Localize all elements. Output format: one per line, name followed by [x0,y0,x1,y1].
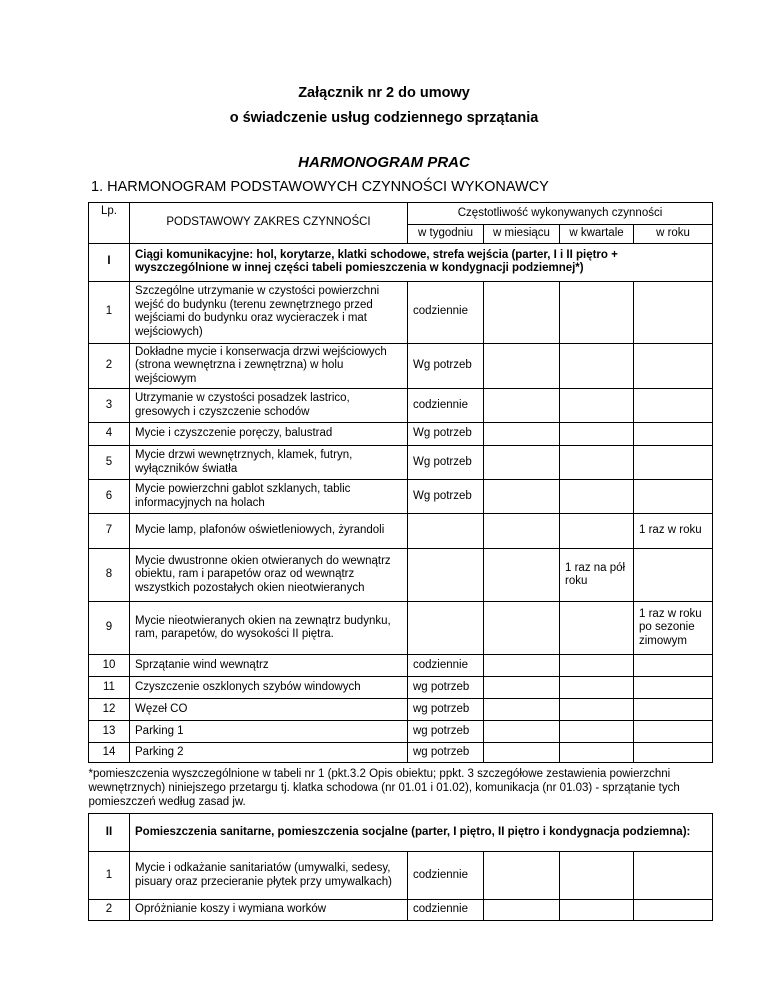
document-contract-title: o świadczenie usług codziennego sprzątania [229,110,539,126]
frequency-year [634,655,713,677]
frequency-week: Wg potrzeb [408,423,484,446]
table-row [89,446,713,480]
frequency-year: 1 raz w roku po sezonie zimowym [634,602,713,655]
frequency-year [634,423,713,446]
table-row [89,281,713,343]
header-scope: PODSTAWOWY ZAKRES CZYNNOŚCI [130,203,408,244]
frequency-week: codziennie [408,655,484,677]
row-number: 9 [89,602,130,655]
row-number: 14 [89,743,130,763]
row-number: 5 [89,446,130,480]
frequency-year [634,677,713,699]
frequency-quarter [560,423,634,446]
header-lp: Lp. [89,203,130,244]
task-description: Mycie i czyszczenie poręczy, balustrad [130,423,408,446]
row-number: 10 [89,655,130,677]
header-quarter: w kwartale [560,225,634,244]
frequency-month [484,480,560,514]
table-row [89,677,713,699]
frequency-week: wg potrzeb [408,677,484,699]
row-number: 1 [89,852,130,900]
frequency-year [634,699,713,721]
group-number: I [89,243,130,281]
task-description: Dokładne mycie i konserwacja drzwi wejściowych (strona wewnętrzna i zewnętrzna) w holu wejściowym [130,343,408,389]
task-description: Parking 1 [130,721,408,743]
frequency-year [634,480,713,514]
table-row [89,852,713,900]
table-row [89,602,713,655]
frequency-month [484,514,560,549]
task-description: Węzeł CO [130,699,408,721]
table-row [89,743,713,763]
frequency-year [634,900,713,921]
frequency-month [484,699,560,721]
frequency-month [484,423,560,446]
frequency-quarter [560,602,634,655]
work-schedule-table [88,202,713,921]
task-description: Parking 2 [130,743,408,763]
table-row [89,423,713,446]
header-month: w miesiącu [484,225,560,244]
header-year: w roku [634,225,713,244]
table-row [89,480,713,514]
row-number: 12 [89,699,130,721]
frequency-quarter [560,743,634,763]
frequency-quarter [560,852,634,900]
frequency-month [484,343,560,389]
table-row [89,343,713,389]
frequency-quarter [560,677,634,699]
row-number: 1 [89,281,130,343]
frequency-month [484,900,560,921]
frequency-month [484,549,560,602]
frequency-month [484,446,560,480]
row-number: 2 [89,343,130,389]
row-number: 7 [89,514,130,549]
frequency-year [634,446,713,480]
frequency-quarter [560,446,634,480]
frequency-week: wg potrzeb [408,721,484,743]
row-number: 11 [89,677,130,699]
document-annex-title: Załącznik nr 2 do umowy [298,85,470,101]
frequency-year [634,549,713,602]
frequency-month [484,721,560,743]
task-description: Mycie nieotwieranych okien na zewnątrz budynku, ram, parapetów, do wysokości II piętra. [130,602,408,655]
frequency-week: Wg potrzeb [408,343,484,389]
schedule-title: HARMONOGRAM PRAC [298,154,470,171]
footnote: *pomieszczenia wyszczególnione w tabeli nr 1 (pkt.3.2 Opis obiektu; ppkt. 3 szczegółowe zestawienia powierzchni wewnętrznych) niniejszego przetargu tj. klatka schodowa (nr 01.01 i 01.02), komunikacja (nr 01.03) - sprzątanie tych pomieszczeń według zasad jw. [88,768,680,808]
table-row [89,699,713,721]
frequency-week: codziennie [408,389,484,423]
frequency-quarter [560,389,634,423]
frequency-quarter: 1 raz na pół roku [560,549,634,602]
task-description: Sprzątanie wind wewnątrz [130,655,408,677]
group-number: II [89,814,130,852]
frequency-quarter [560,655,634,677]
task-description: Opróżnianie koszy i wymiana worków [130,900,408,921]
row-number: 8 [89,549,130,602]
task-description: Szczególne utrzymanie w czystości powierzchni wejść do budynku (terenu zewnętrznego przed wejściami do budynku oraz wycieraczek i mat wejściowych) [130,281,408,343]
frequency-quarter [560,480,634,514]
frequency-year [634,721,713,743]
row-number: 3 [89,389,130,423]
frequency-year [634,281,713,343]
row-number: 2 [89,900,130,921]
frequency-quarter [560,281,634,343]
frequency-week [408,514,484,549]
frequency-week: Wg potrzeb [408,446,484,480]
header-frequency: Częstotliwość wykonywanych czynności [408,203,713,225]
table-row [89,655,713,677]
section-heading: 1. HARMONOGRAM PODSTAWOWYCH CZYNNOŚCI WYKONAWCY [91,179,549,195]
task-description: Mycie drzwi wewnętrznych, klamek, futryn, wyłączników światła [130,446,408,480]
frequency-week: wg potrzeb [408,699,484,721]
task-description: Utrzymanie w czystości posadzek lastrico, gresowych i czyszczenie schodów [130,389,408,423]
task-description: Mycie dwustronne okien otwieranych do wewnątrz obiektu, ram i parapetów oraz od wewnątrz wszystkich pozostałych okien nieotwieranych [130,549,408,602]
row-number: 13 [89,721,130,743]
frequency-month [484,602,560,655]
frequency-week: wg potrzeb [408,743,484,763]
table-row [89,514,713,549]
header-week: w tygodniu [408,225,484,244]
frequency-month [484,852,560,900]
frequency-quarter [560,721,634,743]
frequency-year [634,852,713,900]
frequency-week [408,549,484,602]
frequency-year [634,743,713,763]
frequency-month [484,677,560,699]
frequency-quarter [560,343,634,389]
frequency-year [634,389,713,423]
task-description: Mycie powierzchni gablot szklanych, tablic informacyjnych na holach [130,480,408,514]
frequency-month [484,743,560,763]
frequency-week: codziennie [408,852,484,900]
frequency-week: codziennie [408,900,484,921]
frequency-quarter [560,900,634,921]
task-description: Czyszczenie oszklonych szybów windowych [130,677,408,699]
frequency-quarter [560,514,634,549]
frequency-week: codziennie [408,281,484,343]
table-row [89,721,713,743]
table-row [89,389,713,423]
frequency-year: 1 raz w roku [634,514,713,549]
frequency-week: Wg potrzeb [408,480,484,514]
frequency-month [484,281,560,343]
row-number: 4 [89,423,130,446]
group-title: Pomieszczenia sanitarne, pomieszczenia socjalne (parter, I piętro, II piętro i kondygnacja podziemna): [130,814,713,852]
table-row [89,900,713,921]
task-description: Mycie i odkażanie sanitariatów (umywalki, sedesy, pisuary oraz przecieranie płytek przy umywalkach) [130,852,408,900]
table-row [89,549,713,602]
row-number: 6 [89,480,130,514]
frequency-week [408,602,484,655]
frequency-year [634,343,713,389]
frequency-month [484,655,560,677]
frequency-month [484,389,560,423]
frequency-quarter [560,699,634,721]
task-description: Mycie lamp, plafonów oświetleniowych, żyrandoli [130,514,408,549]
group-title: Ciągi komunikacyjne: hol, korytarze, klatki schodowe, strefa wejścia (parter, I i II piętro + wyszczególnione w innej części tabeli pomieszczenia w kondygnacji podziemnej*) [130,243,713,281]
